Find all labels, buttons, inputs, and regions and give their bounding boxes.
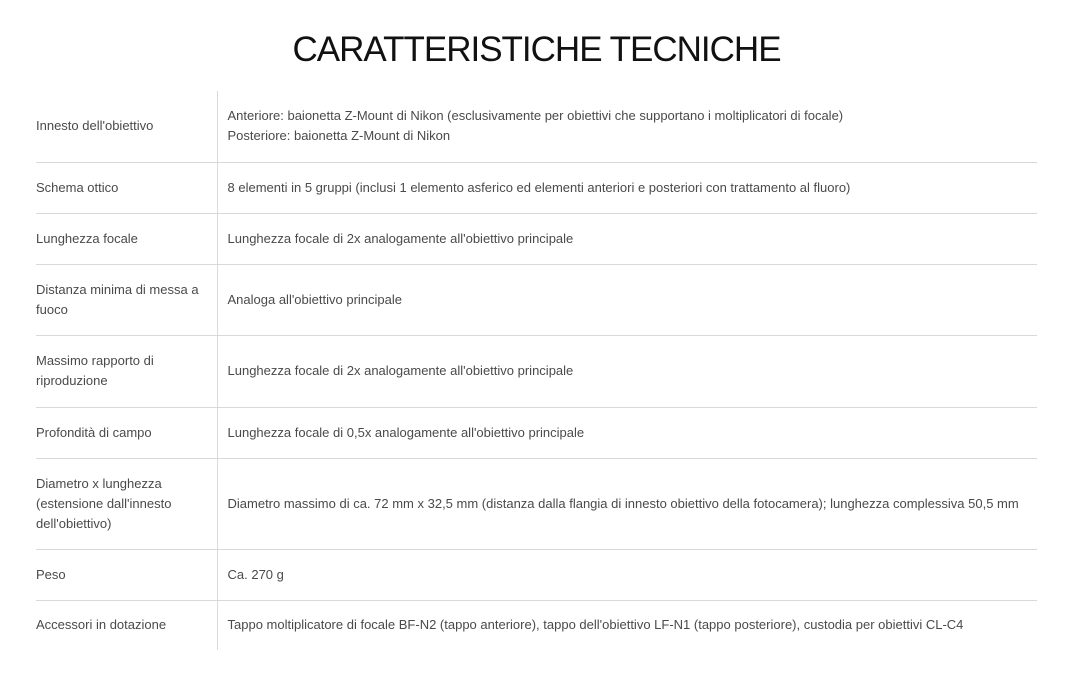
- specs-table: [36, 91, 1037, 650]
- spec-label: Profondità di campo: [36, 407, 217, 458]
- spec-row-lens-mount: [36, 91, 1037, 162]
- spec-value: [217, 162, 1037, 213]
- spec-label: Diametro x lunghezza (estensione dall'innesto dell'obiettivo): [36, 458, 217, 549]
- spec-value-line: Analoga all'obiettivo principale: [227, 291, 402, 307]
- spec-value: [217, 91, 1037, 162]
- spec-value-line: 8 elementi in 5 gruppi (inclusi 1 elemento asferico ed elementi anteriori e posteriori con trattamento al fluoro): [227, 179, 851, 195]
- spec-row-focal-length: [36, 213, 1037, 264]
- spec-row-weight: [36, 549, 1037, 600]
- spec-row-depth-of-field: [36, 407, 1037, 458]
- spec-label: Distanza minima di messa a fuoco: [36, 264, 217, 335]
- spec-value: [217, 335, 1037, 407]
- spec-value-line: Diametro massimo di ca. 72 mm x 32,5 mm (distanza dalla flangia di innesto obiettivo della fotocamera); lunghezza complessiva 50,5 mm: [227, 495, 1019, 511]
- spec-value: [217, 407, 1037, 458]
- spec-value-line: Tappo moltiplicatore di focale BF-N2 (tappo anteriore), tappo dell'obiettivo LF-N1 (tappo posteriore), custodia per obiettivi CL-C4: [227, 617, 964, 633]
- spec-label: Peso: [36, 549, 217, 600]
- spec-label: Lunghezza focale: [36, 213, 217, 264]
- spec-value: [217, 600, 1037, 650]
- spec-label: Massimo rapporto di riproduzione: [36, 335, 217, 407]
- spec-value: [217, 549, 1037, 600]
- spec-value: [217, 264, 1037, 335]
- page-title: CARATTERISTICHE TECNICHE: [292, 30, 781, 69]
- spec-value-line: Posteriore: baionetta Z-Mount di Nikon: [227, 128, 451, 144]
- spec-value-line: Lunghezza focale di 0,5x analogamente all'obiettivo principale: [227, 424, 585, 440]
- spec-value-line: Lunghezza focale di 2x analogamente all'obiettivo principale: [227, 363, 574, 378]
- spec-value: [217, 458, 1037, 549]
- spec-row-max-reproduction-ratio: [36, 335, 1037, 407]
- spec-value-line: Ca. 270 g: [227, 566, 284, 582]
- spec-row-dimensions: [36, 458, 1037, 549]
- spec-row-min-focus-distance: [36, 264, 1037, 335]
- spec-value-line: Anteriore: baionetta Z-Mount di Nikon (esclusivamente per obiettivi che supportano i moltiplicatori di focale): [227, 108, 844, 124]
- spec-value-line: Lunghezza focale di 2x analogamente all'obiettivo principale: [227, 230, 574, 246]
- spec-row-supplied-accessories: [36, 600, 1037, 650]
- spec-value: [217, 213, 1037, 264]
- spec-label: Innesto dell'obiettivo: [36, 91, 217, 162]
- spec-row-optical-design: [36, 162, 1037, 213]
- spec-label: Schema ottico: [36, 162, 217, 213]
- spec-label: Accessori in dotazione: [36, 600, 217, 650]
